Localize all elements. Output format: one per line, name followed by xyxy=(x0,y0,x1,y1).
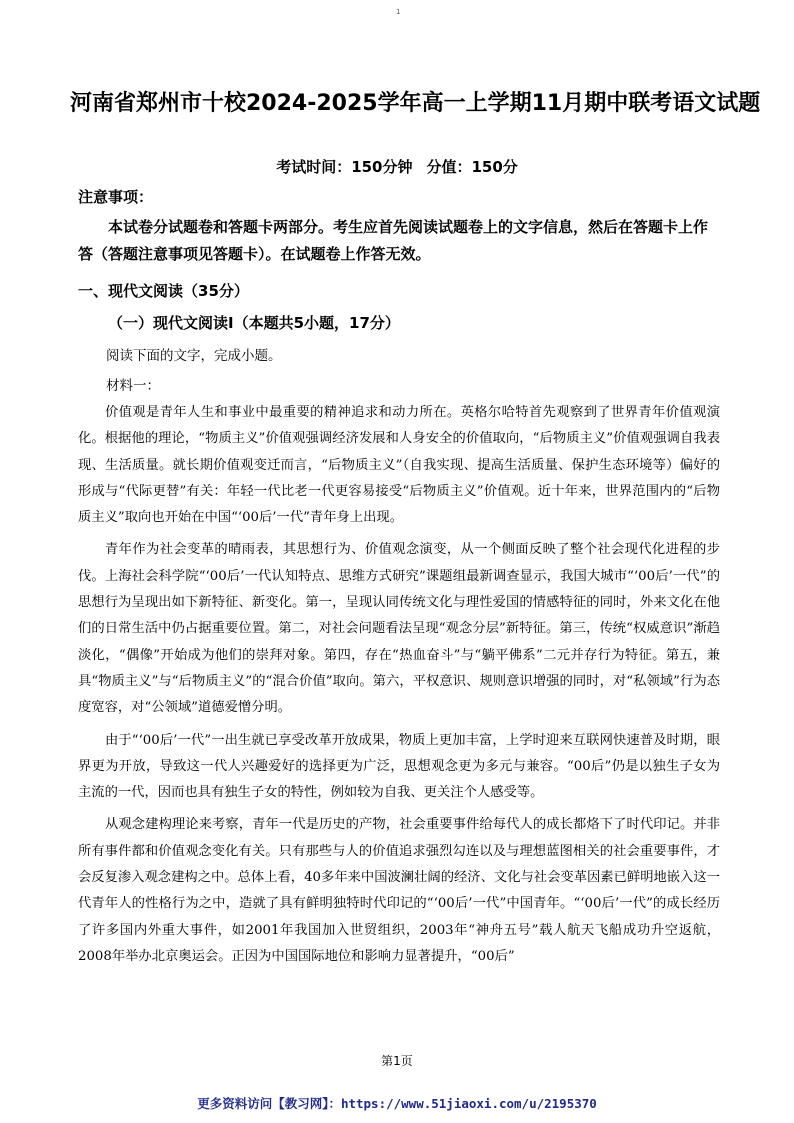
exam-score: 分值：150分 xyxy=(426,158,518,176)
paragraph: 从观念建构理论来考察，青年一代是历史的产物，社会重要事件给每代人的成长都烙下了时代印记。并非所有事件都和价值观念变化有关。只有那些与人的价值追求强烈勾连以及与理想蓝图相关的社会重要事件，才会反复渗入观念建构之中。总体上看，40多年来中国波澜壮阔的经济、文化与社会变革因素已鲜明地嵌入这一代青年人的性格行为之中，造就了具有鲜明独特时代印记的“‘00后’一代”中国青年。“‘00后’一代”的成长经历了许多国内外重大事件，如2001年我国加入世贸组织，2003年“神舟五号”载人航天飞船成功升空返航，2008年举办北京奥运会。正因为中国国际地位和影响力显著提升，“00后” xyxy=(78,817,720,964)
paragraph: 青年作为社会变革的晴雨表，其思想行为、价值观念演变，从一个侧面反映了整个社会现代化进程的步伐。上海社会科学院“‘00后’一代认知特点、思维方式研究”课题组最新调查显示，我国大城市“‘00后’一代”的思想行为呈现出如下新特征、新变化。第一，呈现认同传统文化与理性爱国的情感特征的同时，外来文化在他们的日常生活中仍占据重要位置。第二，对社会问题看法呈现“观念分层”新特征。第三，传统“权威意识”渐趋淡化，“偶像”开始成为他们的崇拜对象。第四，存在“热血奋斗”与“躺平佛系”二元并存行为特征。第五，兼具“物质主义”与“后物质主义”的“混合价值”取向。第六，平权意识、规则意识增强的同时，对“私领域”行为态度宽容，对“公领域”道德爱憎分明。 xyxy=(78,542,720,716)
paragraph: 价值观是青年人生和事业中最重要的精神追求和动力所在。英格尔哈特首先观察到了世界青年价值观演化。根据他的理论，“物质主义”价值观强调经济发展和人身安全的价值取向，“后物质主义”价值观强调自我表现、生活质量。就长期价值观变迁而言，“后物质主义”（自我实现、提高生活质量、保护生态环境等）偏好的形成与“代际更替”有关：年轻一代比老一代更容易接受“后物质主义”价值观。近十年来，世界范围内的“后物质主义”取向也开始在中国“‘00后’一代”青年身上出现。 xyxy=(78,405,720,526)
exam-info xyxy=(0,156,794,177)
page-top-mark: 1 xyxy=(396,8,401,16)
material-label: 材料一： xyxy=(106,378,160,394)
subsection-heading-reading-1: （一）现代文阅读Ⅰ（本题共5小题，17分） xyxy=(108,314,400,332)
reading-instruction: 阅读下面的文字，完成小题。 xyxy=(106,348,282,364)
page-number: 第1页 xyxy=(381,1054,413,1068)
exam-time: 考试时间：150分钟 xyxy=(276,158,413,176)
paragraph: 由于“‘00后’一代”一出生就已享受改革开放成果，物质上更加丰富，上学时迎来互联网快速普及时期，眼界更为开放，导致这一代人兴趣爱好的选择更为广泛，思想观念更为多元与兼容。“00后”仍是以独生子女为主流的一代，因而也具有独生子女的特性，例如较为自我、更关注个人感受等。 xyxy=(78,732,720,801)
material-body xyxy=(78,400,720,976)
footer-link[interactable]: 更多资料访问【教习网】：https://www.51jiaoxi.com/u/2195370 xyxy=(197,1096,597,1111)
notice-body: 本试卷分试题卷和答题卡两部分。考生应首先阅读试题卷上的文字信息，然后在答题卡上作答（答题注意事项见答题卡）。在试题卷上作答无效。 xyxy=(78,218,709,263)
section-heading-modern-reading: 一、现代文阅读（35分） xyxy=(78,282,249,300)
notice-title: 注意事项： xyxy=(78,188,154,206)
document-title: 河南省郑州市十校2024-2025学年高一上学期11月期中联考语文试题 xyxy=(70,91,761,116)
